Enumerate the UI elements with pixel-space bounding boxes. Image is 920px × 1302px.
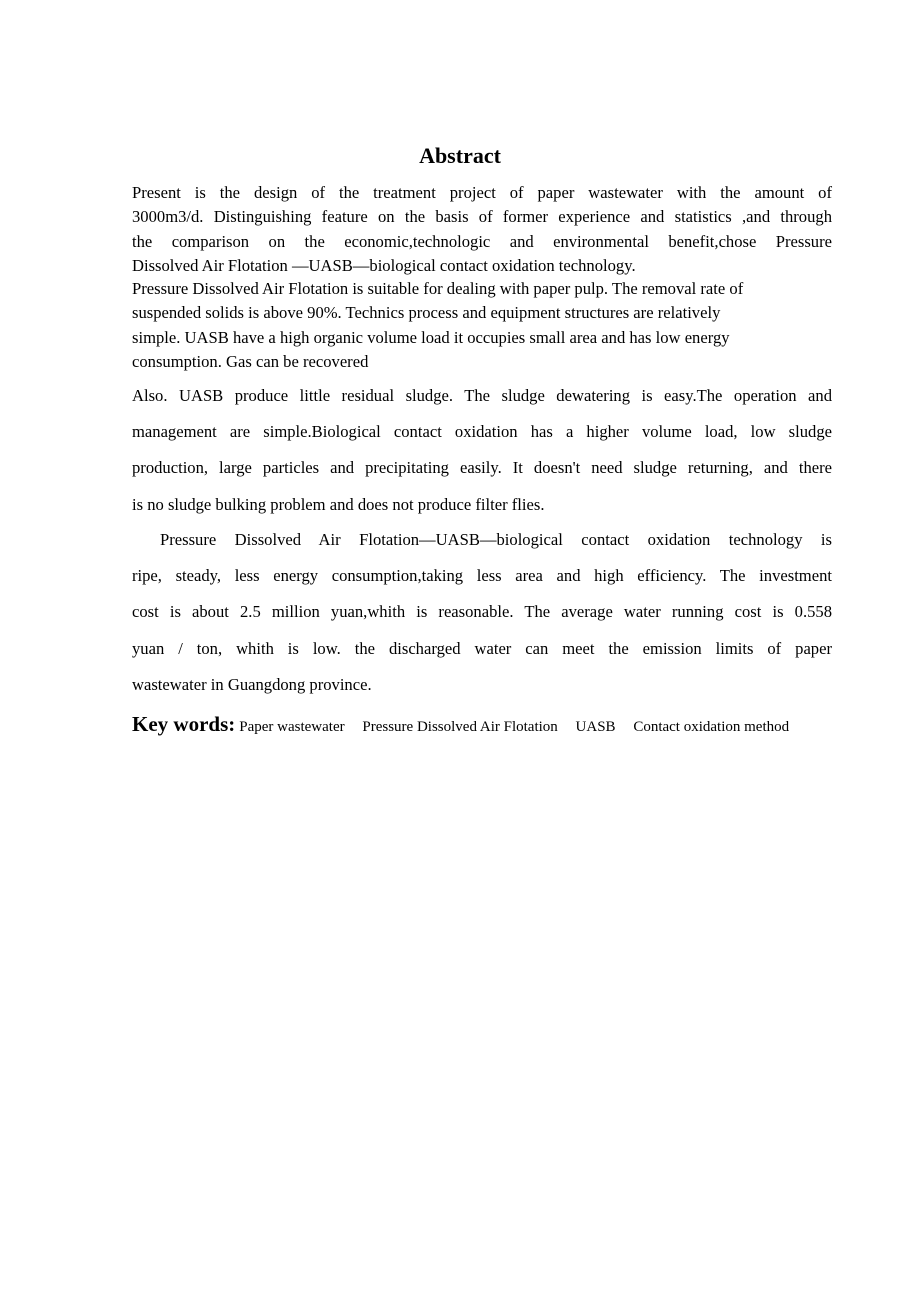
text-line: suspended solids is above 90%. Technics process and equipment structures are relatively [132, 303, 721, 323]
text-line: consumption. Gas can be recovered [132, 351, 369, 371]
keyword-item: Pressure Dissolved Air Flotation [362, 719, 558, 735]
abstract-title: Abstract [419, 143, 501, 168]
text-line: wastewater in Guangdong province. [132, 674, 372, 694]
keyword-item: Contact oxidation method [633, 719, 790, 735]
keywords-label: Key words: [132, 712, 236, 736]
abstract-paragraph-2 [132, 277, 832, 374]
keyword-item: UASB [575, 719, 616, 735]
keyword-item: Paper wastewater [239, 719, 345, 735]
text-line: production, large particles and precipitating easily. It doesn't need sludge returning, and there [132, 458, 832, 478]
text-line: cost is about 2.5 million yuan,whith is reasonable. The average water running cost is 0.558 [132, 602, 832, 622]
text-line: simple. UASB have a high organic volume load it occupies small area and has low energy [132, 327, 730, 347]
keywords-list [239, 719, 803, 735]
text-line: is no sludge bulking problem and does not produce filter flies. [132, 494, 545, 514]
text-line: 3000m3/d. Distinguishing feature on the basis of former experience and statistics ,and through [132, 207, 832, 227]
text-line: Present is the design of the treatment project of paper wastewater with the amount of [132, 183, 832, 202]
text-line: yuan / ton, whith is low. the discharged water can meet the emission limits of paper [132, 638, 832, 658]
text-line: the comparison on the economic,technologic and environmental benefit,chose Pressure [132, 231, 832, 251]
text-line: ripe, steady, less energy consumption,taking less area and high efficiency. The investment [132, 566, 832, 586]
text-line: Pressure Dissolved Air Flotation is suitable for dealing with paper pulp. The removal rate of [132, 279, 744, 298]
text-line: Dissolved Air Flotation —UASB—biological contact oxidation technology. [132, 255, 636, 275]
text-line: Also. UASB produce little residual sludge. The sludge dewatering is easy.The operation and [132, 386, 832, 405]
text-line: management are simple.Biological contact oxidation has a higher volume load, low sludge [132, 422, 832, 442]
keywords-line [132, 710, 832, 741]
abstract-paragraph-3 [132, 378, 832, 523]
abstract-paragraph-4 [132, 522, 832, 703]
text-line: Pressure Dissolved Air Flotation—UASB—biological contact oxidation technology is [160, 530, 832, 549]
abstract-paragraph-1 [132, 181, 832, 278]
